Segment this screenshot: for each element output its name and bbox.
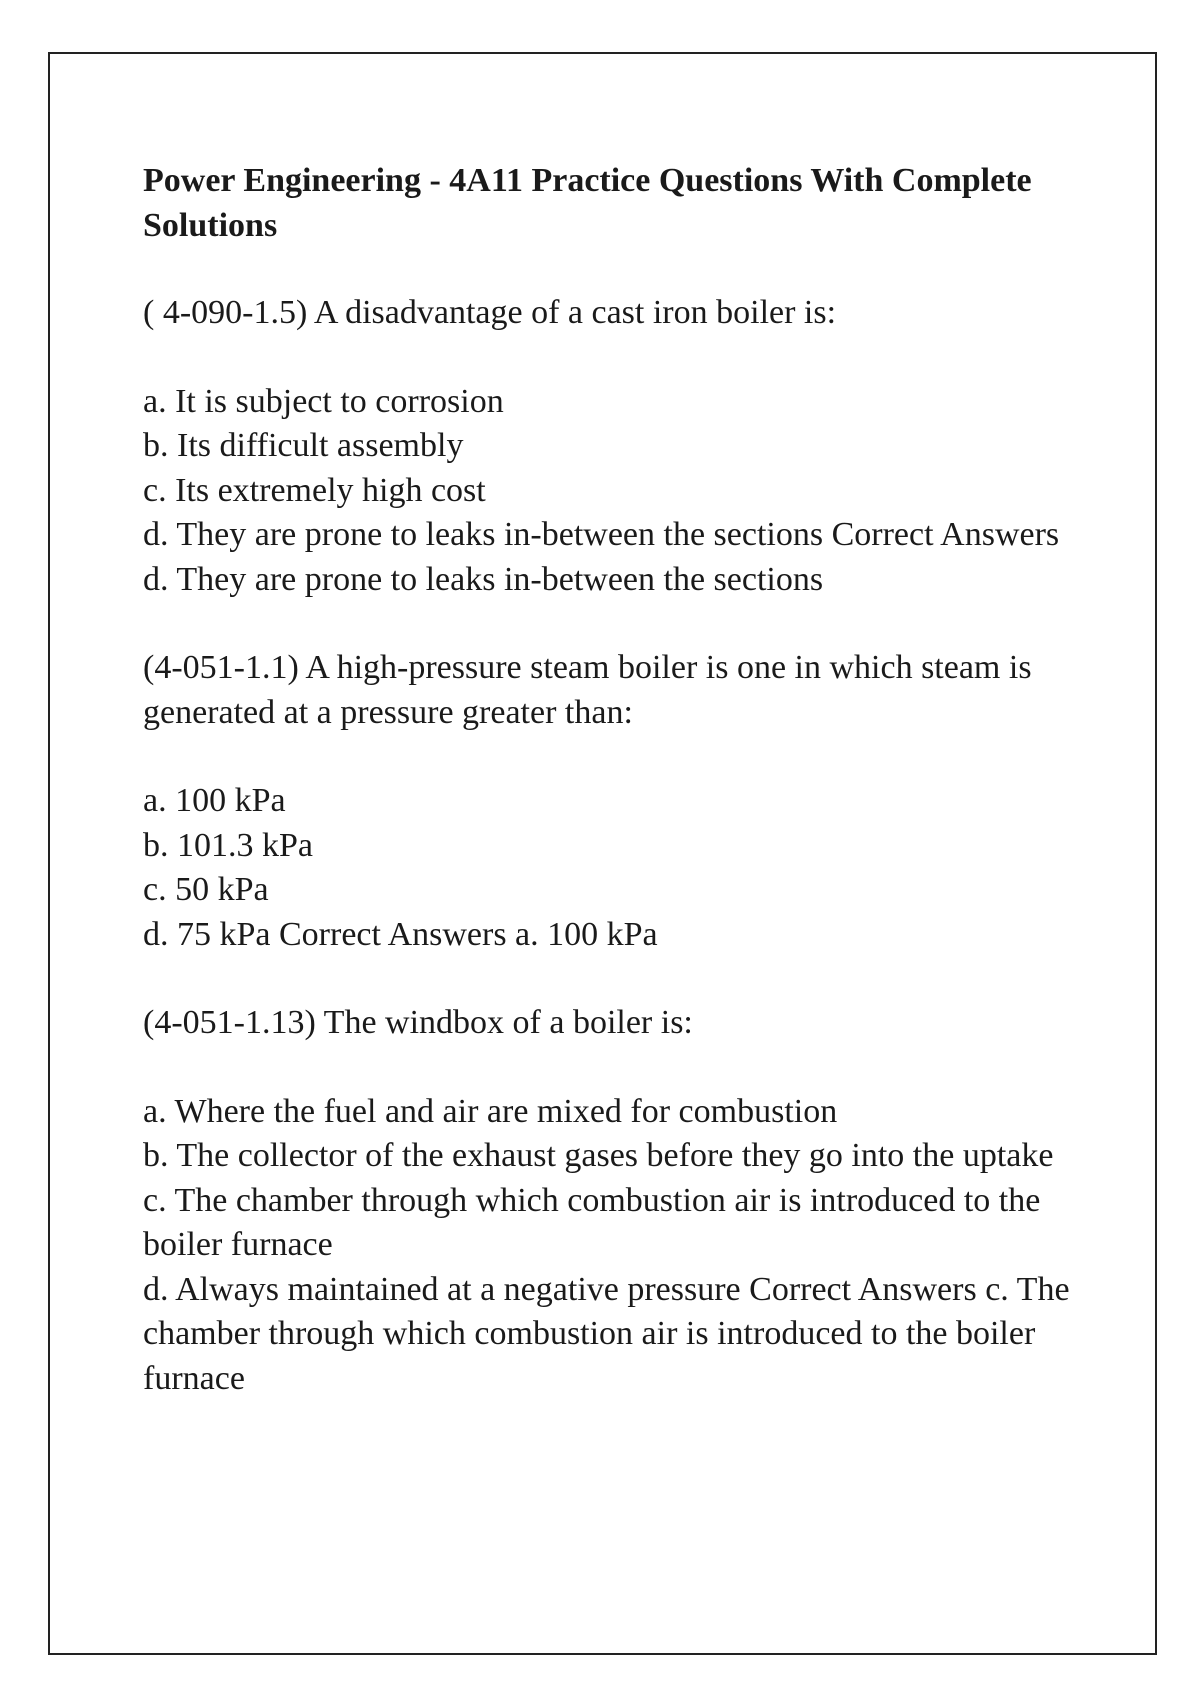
option-b: b. Its difficult assembly — [143, 427, 464, 464]
question-3 — [143, 1001, 1073, 1401]
option-d-with-answer: d. Always maintained at a negative pressure Correct Answers c. The chamber through which combustion air is introduced to the boiler furnace — [143, 1270, 1070, 1397]
option-a: a. It is subject to corrosion — [143, 382, 504, 420]
option-b: b. 101.3 kPa — [143, 826, 313, 864]
answer-options — [143, 1090, 1073, 1402]
answer-options — [143, 380, 1073, 603]
option-d-with-answer: d. They are prone to leaks in-between the sections Correct Answers d. They are prone to leaks in-between the sections — [143, 516, 1060, 598]
question-2 — [143, 646, 1073, 957]
question-stem: (4-051-1.13) The windbox of a boiler is: — [143, 1004, 693, 1041]
document-body — [143, 158, 1073, 1401]
question-1 — [143, 291, 1073, 602]
option-b: b. The collector of the exhaust gases before they go into the uptake — [143, 1137, 1054, 1174]
option-c: c. Its extremely high cost — [143, 471, 486, 509]
option-c: c. The chamber through which combustion air is introduced to the boiler furnace — [143, 1181, 1041, 1263]
option-a: a. 100 kPa — [143, 782, 286, 819]
option-d-with-answer: d. 75 kPa Correct Answers a. 100 kPa — [143, 915, 658, 953]
question-stem: (4-051-1.1) A high-pressure steam boiler is one in which steam is generated at a pressure greater than: — [143, 649, 1032, 731]
document-title: Power Engineering - 4A11 Practice Questions With Complete Solutions — [143, 162, 1032, 244]
answer-options — [143, 779, 1073, 957]
question-stem: ( 4-090-1.5) A disadvantage of a cast iron boiler is: — [143, 294, 837, 331]
option-a: a. Where the fuel and air are mixed for combustion — [143, 1092, 838, 1130]
option-c: c. 50 kPa — [143, 871, 269, 908]
